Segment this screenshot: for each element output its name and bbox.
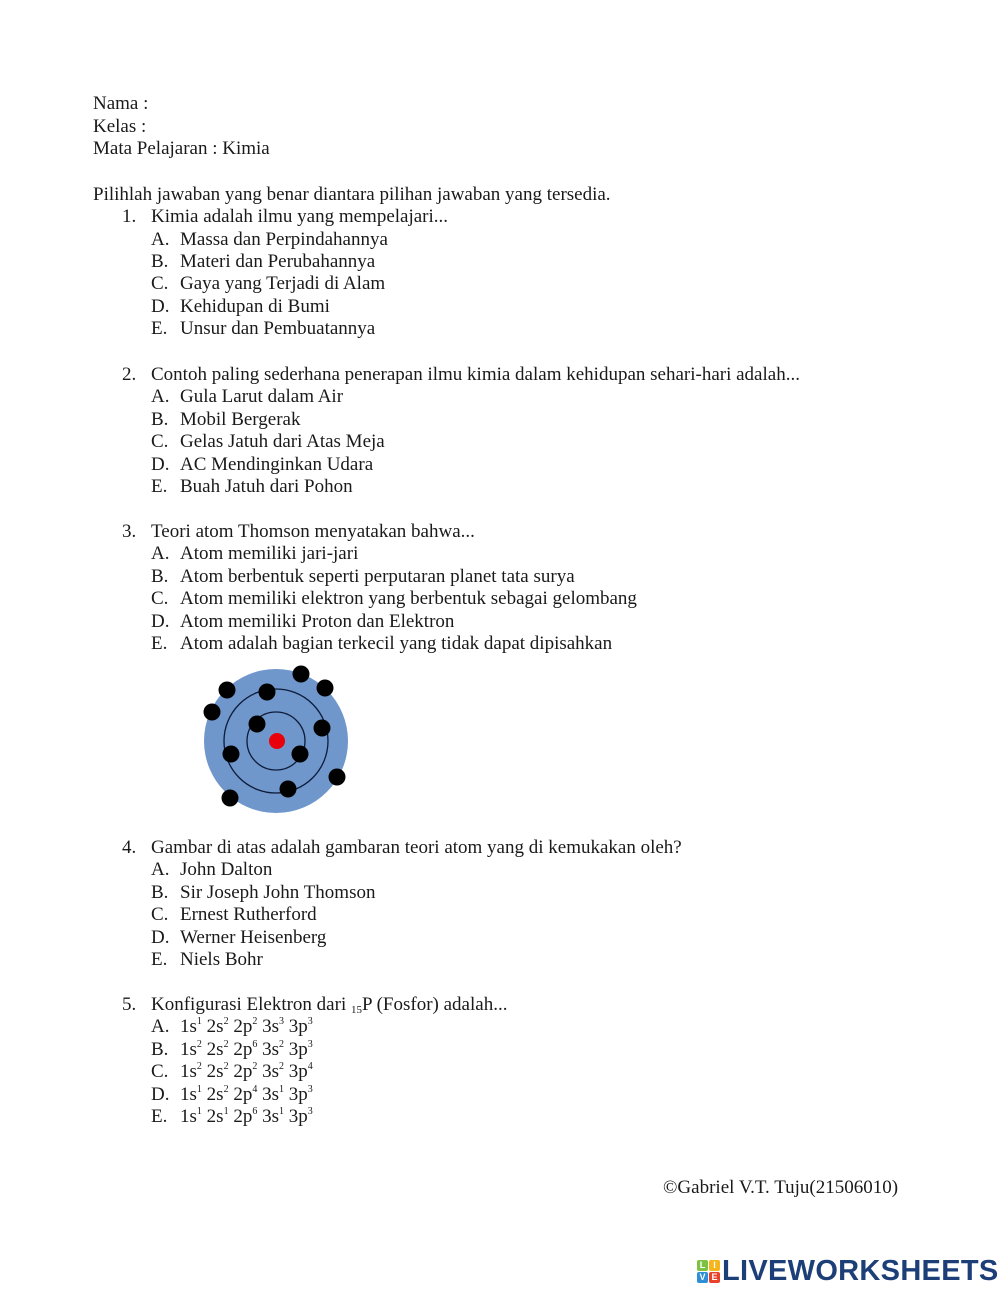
atomic-number-subscript: 15: [350, 1004, 362, 1016]
option-text: John Dalton: [180, 859, 273, 880]
nucleus-icon: [269, 733, 285, 749]
logo-letter-i: I: [709, 1260, 720, 1271]
option-letter: B.: [151, 409, 169, 430]
option-text: AC Mendinginkan Udara: [180, 454, 374, 475]
option-text: Werner Heisenberg: [180, 927, 327, 948]
option-text: Atom memiliki jari-jari: [180, 543, 359, 564]
option-text: Mobil Bergerak: [180, 409, 301, 430]
option-letter: B.: [151, 882, 169, 903]
option-letter: D.: [151, 296, 170, 317]
option-letter: A.: [151, 1016, 170, 1037]
electron-config: $1s^1$ $2s^2$ $2p^4$ $3s^1$ $3p^3$: [180, 1084, 313, 1105]
question-text: Gambar di atas adalah gambaran teori atom yang di kemukakan oleh?: [151, 837, 682, 858]
copyright-text: ©Gabriel V.T. Tuju(21506010): [663, 1177, 899, 1198]
option-text: Atom memiliki Proton dan Elektron: [180, 611, 455, 632]
logo-letter-e: E: [709, 1272, 720, 1283]
option-text: Gaya yang Terjadi di Alam: [180, 273, 386, 294]
option-letter: C.: [151, 1061, 169, 1082]
electron-config: $1s^1$ $2s^2$ $2p^2$ $3s^3$ $3p^3$: [180, 1016, 313, 1037]
option-text: Niels Bohr: [180, 949, 263, 970]
option-text: Massa dan Perpindahannya: [180, 229, 388, 250]
question-text: Teori atom Thomson menyatakan bahwa...: [151, 521, 475, 542]
option-letter: D.: [151, 611, 170, 632]
option-letter: C.: [151, 273, 169, 294]
option-letter: B.: [151, 251, 169, 272]
option-letter: E.: [151, 949, 168, 970]
option-letter: E.: [151, 476, 168, 497]
live-grid-icon: [697, 1260, 720, 1283]
option-text: Buah Jatuh dari Pohon: [180, 476, 353, 497]
electron-config: $1s^2$ $2s^2$ $2p^2$ $3s^2$ $3p^4$: [180, 1061, 313, 1082]
question-text: Contoh paling sederhana penerapan ilmu kimia dalam kehidupan sehari-hari adalah...: [151, 364, 800, 385]
option-letter: D.: [151, 454, 170, 475]
question-text: Kimia adalah ilmu yang mempelajari...: [151, 206, 449, 227]
option-letter: D.: [151, 927, 170, 948]
electron-config: $1s^1$ $2s^1$ $2p^6$ $3s^1$ $3p^3$: [180, 1106, 313, 1127]
logo-letter-v: V: [697, 1272, 708, 1283]
question-text: [151, 994, 507, 1016]
logo-letter-l: L: [697, 1260, 708, 1271]
class-field-label: Kelas :: [93, 116, 147, 137]
option-letter: A.: [151, 859, 170, 880]
option-letter: B.: [151, 566, 169, 587]
electron-config: $1s^2$ $2s^2$ $2p^6$ $3s^2$ $3p^3$: [180, 1039, 313, 1060]
option-text: Kehidupan di Bumi: [180, 296, 330, 317]
question-number: 3.: [122, 521, 137, 542]
option-letter: B.: [151, 1039, 169, 1060]
question-text-before: Konfigurasi Elektron dari: [151, 994, 351, 1015]
option-text: Atom memiliki elektron yang berbentuk sebagai gelombang: [180, 588, 637, 609]
option-letter: A.: [151, 386, 170, 407]
name-field-label: Nama :: [93, 93, 149, 114]
option-text: Atom berbentuk seperti perputaran planet tata surya: [180, 566, 575, 587]
bohr-atom-diagram: [195, 662, 360, 817]
question-text-after: P (Fosfor) adalah...: [361, 994, 508, 1015]
subject-label: Mata Pelajaran : Kimia: [93, 138, 270, 159]
option-letter: A.: [151, 229, 170, 250]
liveworksheets-logo: [697, 1254, 999, 1287]
option-text: Atom adalah bagian terkecil yang tidak dapat dipisahkan: [180, 633, 613, 654]
option-text: Sir Joseph John Thomson: [180, 882, 376, 903]
option-letter: E.: [151, 1106, 168, 1127]
option-letter: C.: [151, 431, 169, 452]
question-number: 2.: [122, 364, 137, 385]
option-text: Unsur dan Pembuatannya: [180, 318, 376, 339]
question-number: 1.: [122, 206, 137, 227]
logo-text: LIVEWORKSHEETS: [722, 1254, 999, 1287]
option-letter: C.: [151, 904, 169, 925]
option-letter: D.: [151, 1084, 170, 1105]
option-letter: A.: [151, 543, 170, 564]
option-letter: E.: [151, 633, 168, 654]
option-text: Materi dan Perubahannya: [180, 251, 376, 272]
question-number: 4.: [122, 837, 137, 858]
question-number: 5.: [122, 994, 137, 1015]
option-text: Gelas Jatuh dari Atas Meja: [180, 431, 385, 452]
instruction-text: Pilihlah jawaban yang benar diantara pilihan jawaban yang tersedia.: [93, 184, 611, 205]
option-text: Ernest Rutherford: [180, 904, 317, 925]
option-text: Gula Larut dalam Air: [180, 386, 344, 407]
option-letter: E.: [151, 318, 168, 339]
option-letter: C.: [151, 588, 169, 609]
